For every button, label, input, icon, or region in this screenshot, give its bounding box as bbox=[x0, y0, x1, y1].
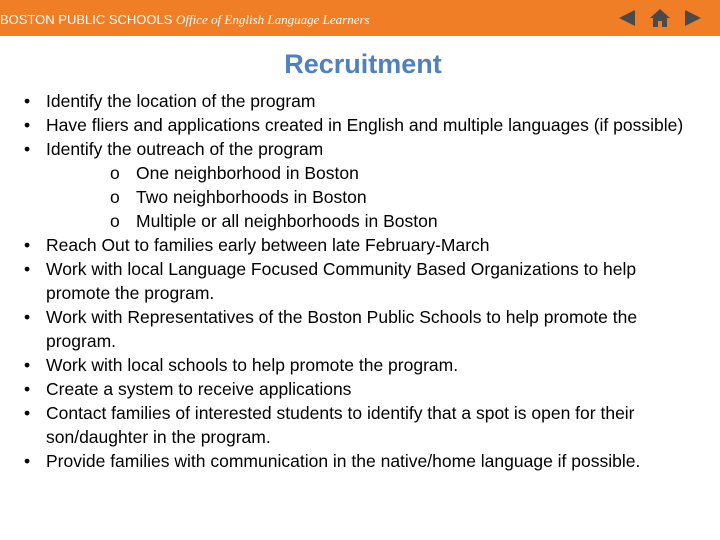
bullet-marker: • bbox=[24, 403, 31, 423]
home-icon[interactable] bbox=[648, 6, 672, 30]
sub-bullet-marker: o bbox=[110, 187, 120, 207]
sub-bullet-marker: o bbox=[110, 163, 120, 183]
bullet-marker: • bbox=[24, 355, 31, 375]
sub-list-item bbox=[110, 161, 700, 185]
list-item bbox=[0, 233, 700, 257]
list-item-text: Work with Representatives of the Boston Public Schools to help promote the program. bbox=[46, 307, 638, 351]
office-name: Office of English Language Learners bbox=[176, 12, 370, 27]
list-item bbox=[0, 377, 700, 401]
bullet-marker: • bbox=[24, 379, 31, 399]
list-item-text: Identify the outreach of the program bbox=[46, 139, 324, 159]
list-item-text: Create a system to receive applications bbox=[46, 379, 352, 399]
bullet-marker: • bbox=[24, 235, 31, 255]
sub-list-item-text: Two neighborhoods in Boston bbox=[136, 187, 367, 207]
sub-bullet-list bbox=[46, 161, 700, 233]
forward-arrow-icon[interactable] bbox=[682, 6, 704, 30]
list-item-text: Work with local schools to help promote the program. bbox=[46, 355, 459, 375]
sub-list-item bbox=[110, 185, 700, 209]
back-arrow-icon[interactable] bbox=[616, 6, 638, 30]
list-item bbox=[0, 89, 700, 113]
header-bar bbox=[0, 0, 720, 36]
list-item bbox=[0, 305, 700, 353]
sub-list-item-text: Multiple or all neighborhoods in Boston bbox=[136, 211, 438, 231]
header-brand bbox=[0, 10, 420, 30]
list-item bbox=[0, 137, 700, 233]
bullet-marker: • bbox=[24, 451, 31, 471]
bullet-marker: • bbox=[24, 91, 31, 111]
bullet-marker: • bbox=[24, 307, 31, 327]
list-item-text: Have fliers and applications created in English and multiple languages (if possible) bbox=[46, 115, 684, 135]
list-item-text: Contact families of interested students to identify that a spot is open for their son/daughter in the program. bbox=[46, 403, 635, 447]
list-item-text: Work with local Language Focused Community Based Organizations to help promote the program. bbox=[46, 259, 637, 303]
list-item bbox=[0, 353, 700, 377]
list-item bbox=[0, 113, 700, 137]
sub-bullet-marker: o bbox=[110, 211, 120, 231]
slide-title: Recruitment bbox=[284, 49, 442, 79]
list-item-text: Identify the location of the program bbox=[46, 91, 316, 111]
sub-list-item-text: One neighborhood in Boston bbox=[136, 163, 359, 183]
bullet-marker: • bbox=[24, 139, 31, 159]
bullet-list bbox=[0, 89, 700, 473]
bullet-marker: • bbox=[24, 259, 31, 279]
list-item-text: Reach Out to families early between late February-March bbox=[46, 235, 490, 255]
list-item bbox=[0, 257, 700, 305]
bullet-marker: • bbox=[24, 115, 31, 135]
sub-list-item bbox=[110, 209, 700, 233]
list-item bbox=[0, 449, 700, 473]
org-name: BOSTON PUBLIC SCHOOLS bbox=[0, 12, 173, 27]
list-item bbox=[0, 401, 700, 449]
list-item-text: Provide families with communication in the native/home language if possible. bbox=[46, 451, 641, 471]
